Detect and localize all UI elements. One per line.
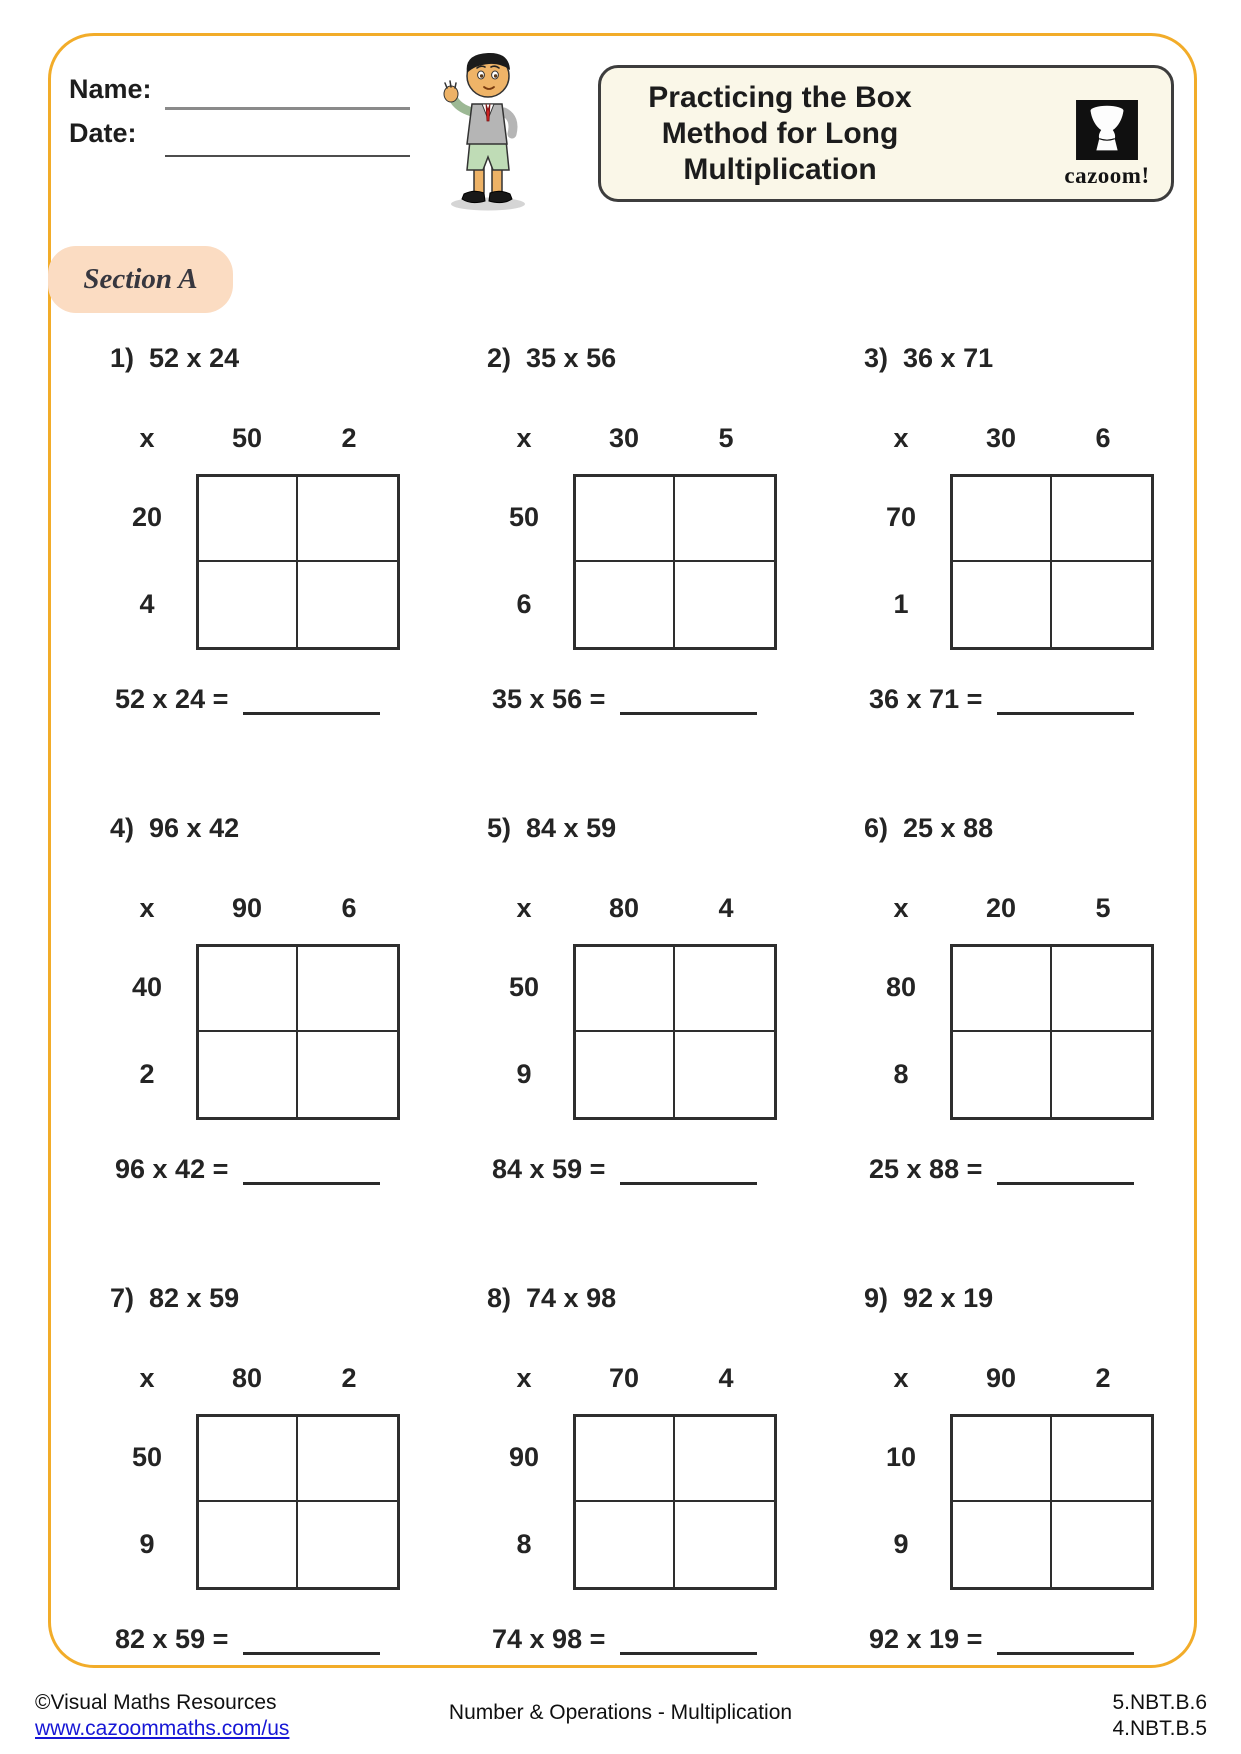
answer-equation: 35 x 56 = <box>492 684 606 714</box>
answer-boxes <box>196 474 400 650</box>
answer-blank-line <box>243 684 380 715</box>
worksheet-page <box>48 33 1197 1668</box>
answer-row <box>115 684 380 715</box>
answer-boxes <box>573 1414 777 1590</box>
row-header-tens: 20 <box>131 502 163 532</box>
answer-equation: 84 x 59 = <box>492 1154 606 1184</box>
standard-code-1: 5.NBT.B.6 <box>1112 1691 1207 1714</box>
logo-wordmark: cazoom! <box>1064 163 1150 188</box>
multiplication-sign: x <box>893 1363 909 1393</box>
box-grid <box>98 474 400 650</box>
website-link[interactable]: www.cazoommaths.com/us <box>35 1717 290 1740</box>
column-header-tens: 30 <box>985 423 1017 453</box>
row-header-tens: 70 <box>885 502 917 532</box>
name-line <box>165 84 410 110</box>
problem-heading <box>487 1283 616 1314</box>
answer-box <box>675 562 774 647</box>
box-column-headers <box>475 423 777 454</box>
box-grid <box>475 1414 777 1590</box>
answer-boxes <box>573 944 777 1120</box>
answer-box <box>576 1032 675 1117</box>
answer-equation: 74 x 98 = <box>492 1624 606 1654</box>
answer-box <box>1052 1417 1151 1502</box>
multiplication-sign: x <box>139 423 155 453</box>
column-header-ones: 2 <box>341 423 357 453</box>
answer-equation: 82 x 59 = <box>115 1624 229 1654</box>
answer-box <box>675 1032 774 1117</box>
answer-box <box>576 477 675 562</box>
answer-box <box>953 1417 1052 1502</box>
multiplication-sign: x <box>516 893 532 923</box>
date-label: Date: <box>69 118 137 148</box>
problem-expression: 35 x 56 <box>526 343 617 373</box>
row-header-tens: 40 <box>131 972 163 1002</box>
standard-code-2: 4.NBT.B.5 <box>1112 1717 1207 1740</box>
column-header-ones: 2 <box>1095 1363 1111 1393</box>
column-header-ones: 4 <box>718 893 734 923</box>
column-header-ones: 2 <box>341 1363 357 1393</box>
multiplication-sign: x <box>516 423 532 453</box>
answer-box <box>576 562 675 647</box>
multiplication-sign: x <box>139 893 155 923</box>
answer-boxes <box>196 1414 400 1590</box>
column-header-tens: 50 <box>231 423 263 453</box>
answer-blank-line <box>243 1154 380 1185</box>
problem-1 <box>98 343 475 813</box>
box-grid <box>852 1414 1154 1590</box>
column-header-ones: 4 <box>718 1363 734 1393</box>
column-header-ones: 6 <box>341 893 357 923</box>
box-column-headers <box>852 893 1154 924</box>
problems-grid <box>98 343 1229 1753</box>
answer-equation: 52 x 24 = <box>115 684 229 714</box>
problem-expression: 92 x 19 <box>903 1283 994 1313</box>
answer-box <box>953 562 1052 647</box>
answer-row <box>869 1154 1134 1185</box>
box-column-headers <box>852 423 1154 454</box>
answer-row <box>492 1624 757 1655</box>
answer-boxes <box>573 474 777 650</box>
row-header-tens: 80 <box>885 972 917 1002</box>
box-column-headers <box>98 1363 400 1394</box>
problem-expression: 82 x 59 <box>149 1283 240 1313</box>
answer-box <box>199 947 298 1032</box>
column-header-tens: 90 <box>231 893 263 923</box>
answer-box <box>298 477 397 562</box>
column-header-ones: 6 <box>1095 423 1111 453</box>
answer-box <box>953 477 1052 562</box>
cartoon-boy-illustration <box>434 42 536 217</box>
row-header-ones: 9 <box>139 1529 155 1559</box>
column-header-ones: 5 <box>1095 893 1111 923</box>
answer-box <box>576 1502 675 1587</box>
problem-6 <box>852 813 1229 1283</box>
answer-boxes <box>196 944 400 1120</box>
answer-boxes <box>950 474 1154 650</box>
box-column-headers <box>475 1363 777 1394</box>
column-header-tens: 30 <box>608 423 640 453</box>
box-grid <box>98 944 400 1120</box>
answer-box <box>298 1502 397 1587</box>
footer-standards <box>1112 1690 1207 1742</box>
box-grid <box>852 474 1154 650</box>
answer-blank-line <box>620 1624 757 1655</box>
answer-box <box>675 947 774 1032</box>
row-header-ones: 9 <box>516 1059 532 1089</box>
multiplication-sign: x <box>893 423 909 453</box>
answer-equation: 25 x 88 = <box>869 1154 983 1184</box>
problem-number: 3) <box>864 343 889 373</box>
answer-box <box>1052 477 1151 562</box>
problem-number: 9) <box>864 1283 889 1313</box>
answer-box <box>576 1417 675 1502</box>
problem-number: 2) <box>487 343 512 373</box>
box-column-headers <box>852 1363 1154 1394</box>
problem-heading <box>487 343 616 374</box>
problem-heading <box>864 813 993 844</box>
column-header-ones: 5 <box>718 423 734 453</box>
box-grid <box>98 1414 400 1590</box>
answer-row <box>869 684 1134 715</box>
answer-box <box>953 1032 1052 1117</box>
answer-equation: 92 x 19 = <box>869 1624 983 1654</box>
row-header-ones: 8 <box>516 1529 532 1559</box>
box-grid <box>475 944 777 1120</box>
column-header-tens: 70 <box>608 1363 640 1393</box>
answer-box <box>576 947 675 1032</box>
answer-box <box>953 1502 1052 1587</box>
row-header-tens: 50 <box>508 972 540 1002</box>
answer-box <box>199 1502 298 1587</box>
multiplication-sign: x <box>516 1363 532 1393</box>
row-header-tens: 90 <box>508 1442 540 1472</box>
problem-expression: 25 x 88 <box>903 813 994 843</box>
answer-box <box>199 1417 298 1502</box>
answer-blank-line <box>997 684 1134 715</box>
problem-expression: 74 x 98 <box>526 1283 617 1313</box>
answer-box <box>953 947 1052 1032</box>
footer-topic: Number & Operations - Multiplication <box>448 1701 793 1724</box>
row-header-ones: 6 <box>516 589 532 619</box>
answer-box <box>199 477 298 562</box>
answer-blank-line <box>997 1624 1134 1655</box>
title-box <box>598 65 1174 202</box>
drum-icon <box>1076 100 1138 160</box>
box-grid <box>475 474 777 650</box>
multiplication-sign: x <box>893 893 909 923</box>
answer-box <box>1052 562 1151 647</box>
answer-row <box>869 1624 1134 1655</box>
answer-blank-line <box>243 1624 380 1655</box>
problem-number: 7) <box>110 1283 135 1313</box>
box-column-headers <box>475 893 777 924</box>
date-line <box>165 128 410 157</box>
answer-blank-line <box>620 684 757 715</box>
answer-blank-line <box>997 1154 1134 1185</box>
answer-blank-line <box>620 1154 757 1185</box>
section-label: Section A <box>83 263 198 295</box>
problem-heading <box>110 1283 239 1314</box>
answer-box <box>298 947 397 1032</box>
answer-box <box>1052 1032 1151 1117</box>
problem-4 <box>98 813 475 1283</box>
problem-2 <box>475 343 852 813</box>
problem-heading <box>110 343 239 374</box>
column-header-tens: 80 <box>608 893 640 923</box>
row-header-ones: 1 <box>893 589 909 619</box>
answer-row <box>492 684 757 715</box>
problem-number: 1) <box>110 343 135 373</box>
answer-box <box>298 562 397 647</box>
problem-heading <box>487 813 616 844</box>
row-header-tens: 10 <box>885 1442 917 1472</box>
problem-5 <box>475 813 852 1283</box>
answer-equation: 36 x 71 = <box>869 684 983 714</box>
name-label: Name: <box>69 74 152 104</box>
worksheet-title: Practicing the Box Method for Long Multiplication <box>648 80 912 186</box>
problem-8 <box>475 1283 852 1753</box>
problem-7 <box>98 1283 475 1753</box>
row-header-tens: 50 <box>131 1442 163 1472</box>
problem-9 <box>852 1283 1229 1753</box>
answer-box <box>1052 947 1151 1032</box>
problem-heading <box>864 343 993 374</box>
answer-box <box>675 1417 774 1502</box>
row-header-tens: 50 <box>508 502 540 532</box>
row-header-ones: 8 <box>893 1059 909 1089</box>
row-header-ones: 9 <box>893 1529 909 1559</box>
box-column-headers <box>98 423 400 454</box>
problem-number: 4) <box>110 813 135 843</box>
column-header-tens: 80 <box>231 1363 263 1393</box>
problem-number: 5) <box>487 813 512 843</box>
problem-expression: 36 x 71 <box>903 343 994 373</box>
answer-box <box>298 1032 397 1117</box>
answer-boxes <box>950 944 1154 1120</box>
problem-number: 6) <box>864 813 889 843</box>
multiplication-sign: x <box>139 1363 155 1393</box>
box-column-headers <box>98 893 400 924</box>
column-header-tens: 20 <box>985 893 1017 923</box>
answer-box <box>298 1417 397 1502</box>
cazoom-logo <box>1055 100 1159 189</box>
row-header-ones: 4 <box>139 589 155 619</box>
column-header-tens: 90 <box>985 1363 1017 1393</box>
answer-row <box>115 1624 380 1655</box>
problem-3 <box>852 343 1229 813</box>
problem-heading <box>110 813 239 844</box>
answer-equation: 96 x 42 = <box>115 1154 229 1184</box>
answer-box <box>199 562 298 647</box>
answer-boxes <box>950 1414 1154 1590</box>
answer-row <box>492 1154 757 1185</box>
problem-expression: 84 x 59 <box>526 813 617 843</box>
answer-row <box>115 1154 380 1185</box>
answer-box <box>675 1502 774 1587</box>
section-a-badge <box>48 246 233 313</box>
box-grid <box>852 944 1154 1120</box>
answer-box <box>675 477 774 562</box>
problem-expression: 96 x 42 <box>149 813 240 843</box>
answer-box <box>199 1032 298 1117</box>
row-header-ones: 2 <box>139 1059 155 1089</box>
copyright-text: ©Visual Maths Resources <box>35 1691 277 1714</box>
answer-box <box>1052 1502 1151 1587</box>
problem-number: 8) <box>487 1283 512 1313</box>
problem-expression: 52 x 24 <box>149 343 240 373</box>
problem-heading <box>864 1283 993 1314</box>
